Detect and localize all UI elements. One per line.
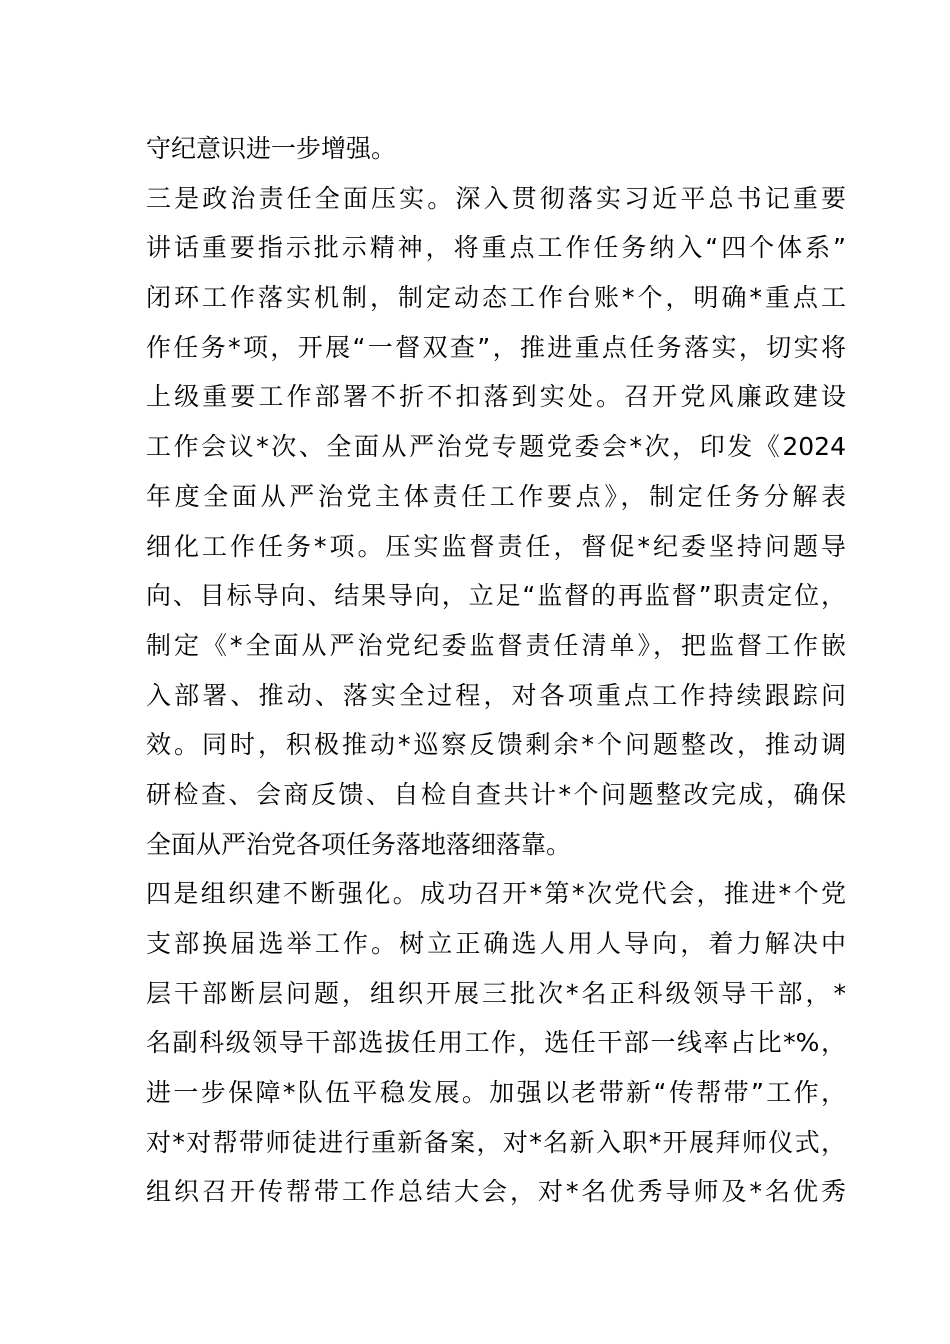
text-line: 守纪意识进一步增强。 [146, 134, 397, 163]
text-line: 全面从严治党各项任务落地落细落靠。 [146, 829, 572, 859]
text-line: 向、目标导向、结果导向，立足“监督的再监督”职责定位， [146, 581, 846, 611]
text-line: 三是政治责任全面压实。深入贯彻落实习近平总书记重要 [146, 183, 846, 213]
text-line: 闭环工作落实机制，制定动态工作台账*个，明确*重点工 [146, 283, 846, 313]
text-line: 工作会议*次、全面从严治党专题党委会*次，印发《2024 [146, 432, 846, 462]
text-line: 研检查、会商反馈、自检自查共计*个问题整改完成，确保 [146, 779, 846, 809]
text-line: 层干部断层问题，组织开展三批次*名正科级领导干部，* [146, 978, 846, 1008]
body-text [146, 124, 846, 1217]
text-line: 支部换届选举工作。树立正确选人用人导向，着力解决中 [146, 929, 846, 958]
text-line: 四是组织建不断强化。成功召开*第*次党代会，推进*个党 [146, 879, 846, 909]
text-line: 名副科级领导干部选拔任用工作，选任干部一线率占比*%， [146, 1028, 846, 1058]
text-line: 上级重要工作部署不折不扣落到实处。召开党风廉政建设 [146, 382, 846, 412]
text-line: 制定《*全面从严治党纪委监督责任清单》，把监督工作嵌 [146, 630, 846, 660]
text-line: 进一步保障*队伍平稳发展。加强以老带新“传帮带”工作， [146, 1078, 846, 1108]
text-line: 入部署、推动、落实全过程，对各项重点工作持续跟踪问 [146, 680, 846, 710]
text-line: 对*对帮带师徒进行重新备案，对*名新入职*开展拜师仪式， [146, 1127, 846, 1157]
text-line: 组织召开传帮带工作总结大会，对*名优秀导师及*名优秀 [146, 1177, 846, 1207]
text-line: 细化工作任务*项。压实监督责任，督促*纪委坚持问题导 [146, 531, 846, 561]
text-line: 作任务*项，开展“一督双查”，推进重点任务落实，切实将 [146, 332, 846, 362]
text-line: 讲话重要指示批示精神，将重点工作任务纳入“四个体系” [146, 233, 846, 263]
text-line: 效。同时，积极推动*巡察反馈剩余*个问题整改，推动调 [146, 730, 846, 760]
text-line: 年度全面从严治党主体责任工作要点》，制定任务分解表 [146, 481, 846, 511]
